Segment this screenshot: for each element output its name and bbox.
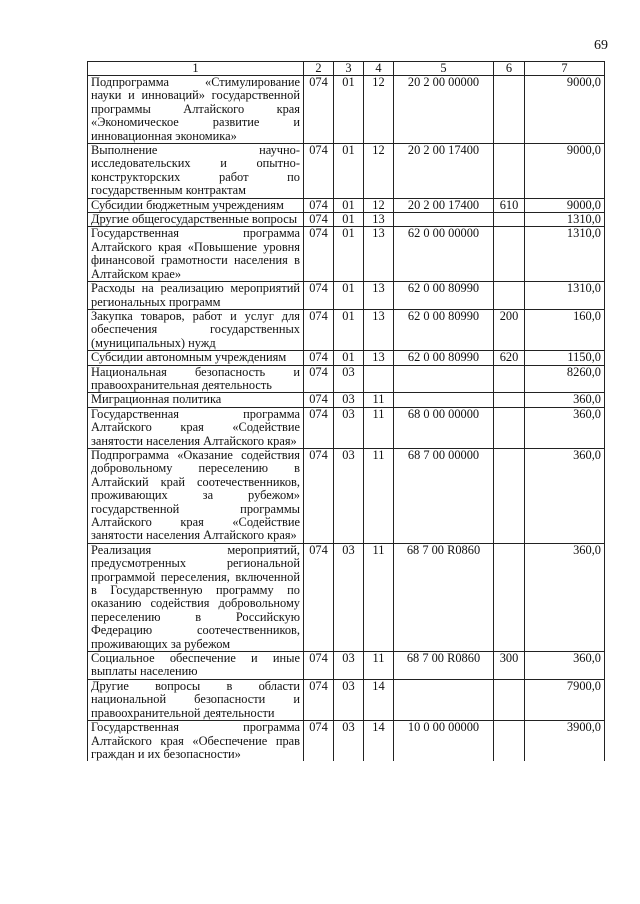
table-row xyxy=(88,198,605,212)
row-code-section: 01 xyxy=(334,227,364,282)
row-code-subsection: 12 xyxy=(364,144,394,199)
row-name: Реализация мероприятий, предусмотренных региональной программой переселения, включенной в Государственную программу по оказанию содействия добровольному переселению в Российскую Федерацию соотечественников, проживающих за рубежом xyxy=(88,543,304,651)
row-code-target: 10 0 00 00000 xyxy=(394,721,494,762)
row-code-section: 03 xyxy=(334,543,364,651)
table-header-row xyxy=(88,62,605,76)
table-body xyxy=(88,76,605,762)
row-code-subsection: 13 xyxy=(364,227,394,282)
row-code-section: 01 xyxy=(334,76,364,144)
column-header: 1 xyxy=(88,62,304,76)
row-name: Миграционная политика xyxy=(88,393,304,407)
row-code-admin: 074 xyxy=(304,721,334,762)
row-code-target: 20 2 00 17400 xyxy=(394,198,494,212)
row-amount: 7900,0 xyxy=(525,679,605,720)
table-row xyxy=(88,652,605,680)
row-code-section: 01 xyxy=(334,198,364,212)
row-amount: 3900,0 xyxy=(525,721,605,762)
row-code-admin: 074 xyxy=(304,76,334,144)
column-header: 4 xyxy=(364,62,394,76)
row-code-subsection: 13 xyxy=(364,309,394,350)
table-row xyxy=(88,365,605,393)
row-code-target: 62 0 00 80990 xyxy=(394,282,494,310)
row-name: Другие общегосударственные вопросы xyxy=(88,213,304,227)
table-row xyxy=(88,679,605,720)
row-code-target: 68 7 00 00000 xyxy=(394,448,494,543)
row-amount: 1310,0 xyxy=(525,282,605,310)
budget-table xyxy=(87,61,605,761)
row-code-admin: 074 xyxy=(304,227,334,282)
row-code-expense-type xyxy=(494,282,525,310)
row-code-subsection: 11 xyxy=(364,448,394,543)
row-code-admin: 074 xyxy=(304,679,334,720)
row-code-admin: 074 xyxy=(304,393,334,407)
row-name: Национальная безопасность и правоохранительная деятельность xyxy=(88,365,304,393)
row-code-expense-type xyxy=(494,213,525,227)
row-name: Расходы на реализацию мероприятий региональных программ xyxy=(88,282,304,310)
row-code-section: 01 xyxy=(334,282,364,310)
row-code-expense-type xyxy=(494,543,525,651)
row-name: Подпрограмма «Стимулирование науки и инноваций» государственной программы Алтайского края «Экономическое развитие и инновационная экономика» xyxy=(88,76,304,144)
row-code-target xyxy=(394,679,494,720)
column-header: 6 xyxy=(494,62,525,76)
row-amount: 360,0 xyxy=(525,652,605,680)
row-code-section: 03 xyxy=(334,652,364,680)
row-amount: 8260,0 xyxy=(525,365,605,393)
row-code-section: 03 xyxy=(334,393,364,407)
row-name: Другие вопросы в области национальной безопасности и правоохранительной деятельности xyxy=(88,679,304,720)
row-code-subsection: 13 xyxy=(364,213,394,227)
row-name: Социальное обеспечение и иные выплаты населению xyxy=(88,652,304,680)
row-amount: 360,0 xyxy=(525,543,605,651)
table-row xyxy=(88,543,605,651)
row-code-expense-type: 610 xyxy=(494,198,525,212)
row-code-admin: 074 xyxy=(304,652,334,680)
row-code-target: 62 0 00 00000 xyxy=(394,227,494,282)
row-amount: 1150,0 xyxy=(525,351,605,365)
row-code-admin: 074 xyxy=(304,309,334,350)
row-code-section: 03 xyxy=(334,679,364,720)
row-amount: 9000,0 xyxy=(525,198,605,212)
column-header: 7 xyxy=(525,62,605,76)
page-number: 69 xyxy=(594,38,608,53)
row-code-admin: 074 xyxy=(304,213,334,227)
table-row xyxy=(88,448,605,543)
row-code-section: 01 xyxy=(334,351,364,365)
table-row xyxy=(88,76,605,144)
row-code-subsection: 14 xyxy=(364,721,394,762)
row-code-admin: 074 xyxy=(304,144,334,199)
row-code-target xyxy=(394,365,494,393)
column-header: 5 xyxy=(394,62,494,76)
table-row xyxy=(88,393,605,407)
row-code-target: 20 2 00 00000 xyxy=(394,76,494,144)
row-code-expense-type xyxy=(494,144,525,199)
row-name: Государственная программа Алтайского края «Повышение уровня финансовой грамотности населения в Алтайском крае» xyxy=(88,227,304,282)
row-code-expense-type xyxy=(494,407,525,448)
row-code-target: 62 0 00 80990 xyxy=(394,351,494,365)
column-header: 3 xyxy=(334,62,364,76)
table-row xyxy=(88,721,605,762)
row-amount: 1310,0 xyxy=(525,213,605,227)
row-code-admin: 074 xyxy=(304,365,334,393)
row-amount: 9000,0 xyxy=(525,144,605,199)
table-row xyxy=(88,144,605,199)
row-code-expense-type: 620 xyxy=(494,351,525,365)
row-name: Государственная программа Алтайского края «Обеспечение прав граждан и их безопасности» xyxy=(88,721,304,762)
row-amount: 1310,0 xyxy=(525,227,605,282)
row-code-section: 01 xyxy=(334,213,364,227)
table-row xyxy=(88,309,605,350)
row-code-subsection xyxy=(364,365,394,393)
row-code-expense-type xyxy=(494,679,525,720)
row-code-subsection: 11 xyxy=(364,407,394,448)
row-name: Субсидии автономным учреждениям xyxy=(88,351,304,365)
row-code-section: 03 xyxy=(334,448,364,543)
row-name: Закупка товаров, работ и услуг для обеспечения государственных (муниципальных) нужд xyxy=(88,309,304,350)
row-code-subsection: 11 xyxy=(364,543,394,651)
row-code-section: 01 xyxy=(334,144,364,199)
row-code-admin: 074 xyxy=(304,282,334,310)
row-code-admin: 074 xyxy=(304,198,334,212)
row-code-expense-type xyxy=(494,76,525,144)
row-amount: 160,0 xyxy=(525,309,605,350)
column-header: 2 xyxy=(304,62,334,76)
table-row xyxy=(88,213,605,227)
row-amount: 360,0 xyxy=(525,448,605,543)
row-code-admin: 074 xyxy=(304,351,334,365)
row-code-section: 03 xyxy=(334,365,364,393)
row-code-admin: 074 xyxy=(304,543,334,651)
row-code-subsection: 13 xyxy=(364,351,394,365)
row-code-target: 68 7 00 R0860 xyxy=(394,652,494,680)
row-code-target: 20 2 00 17400 xyxy=(394,144,494,199)
row-code-expense-type xyxy=(494,365,525,393)
row-code-expense-type: 300 xyxy=(494,652,525,680)
row-name: Субсидии бюджетным учреждениям xyxy=(88,198,304,212)
row-code-expense-type xyxy=(494,393,525,407)
row-code-admin: 074 xyxy=(304,448,334,543)
table-row xyxy=(88,227,605,282)
row-name: Государственная программа Алтайского края «Содействие занятости населения Алтайского края» xyxy=(88,407,304,448)
row-code-target: 62 0 00 80990 xyxy=(394,309,494,350)
row-code-section: 03 xyxy=(334,407,364,448)
row-code-subsection: 11 xyxy=(364,393,394,407)
row-amount: 9000,0 xyxy=(525,76,605,144)
row-code-target xyxy=(394,213,494,227)
row-name: Подпрограмма «Оказание содействия добровольному переселению в Алтайский край соотечественников, проживающих за рубежом» государственной программы Алтайского края «Содействие занятости населения Алтайского края» xyxy=(88,448,304,543)
row-code-subsection: 14 xyxy=(364,679,394,720)
row-code-target: 68 7 00 R0860 xyxy=(394,543,494,651)
row-code-target xyxy=(394,393,494,407)
row-code-subsection: 13 xyxy=(364,282,394,310)
table-row xyxy=(88,407,605,448)
row-code-admin: 074 xyxy=(304,407,334,448)
table-row xyxy=(88,351,605,365)
row-code-expense-type xyxy=(494,448,525,543)
row-code-section: 01 xyxy=(334,309,364,350)
row-code-subsection: 12 xyxy=(364,198,394,212)
table-row xyxy=(88,282,605,310)
row-amount: 360,0 xyxy=(525,393,605,407)
row-code-expense-type xyxy=(494,721,525,762)
row-code-subsection: 12 xyxy=(364,76,394,144)
row-code-expense-type xyxy=(494,227,525,282)
row-code-target: 68 0 00 00000 xyxy=(394,407,494,448)
row-amount: 360,0 xyxy=(525,407,605,448)
row-code-subsection: 11 xyxy=(364,652,394,680)
row-code-section: 03 xyxy=(334,721,364,762)
row-code-expense-type: 200 xyxy=(494,309,525,350)
row-name: Выполнение научно-исследовательских и опытно-конструкторских работ по государственным контрактам xyxy=(88,144,304,199)
